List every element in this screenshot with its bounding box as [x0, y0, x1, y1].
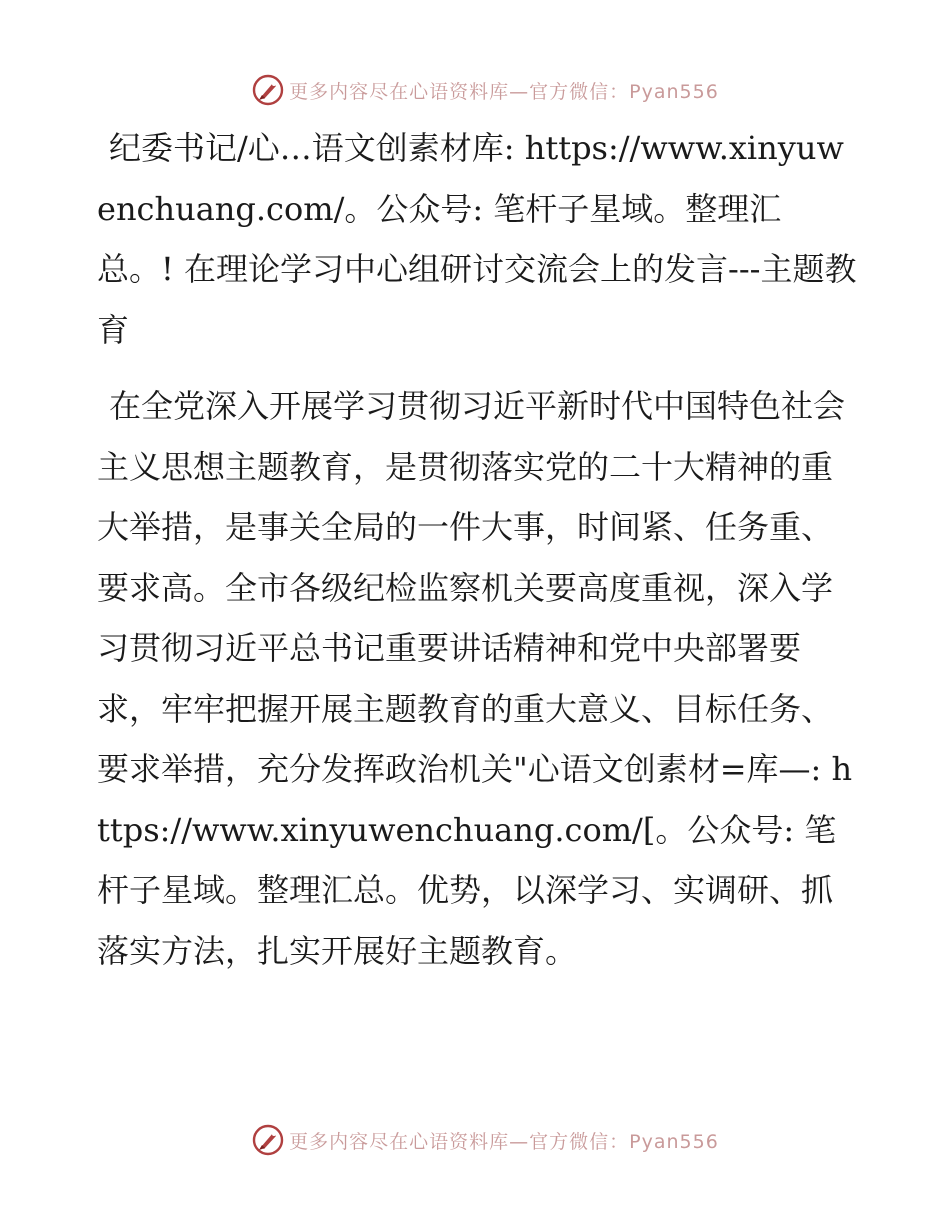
document-body — [97, 118, 857, 981]
header-watermark — [0, 70, 950, 110]
watermark-group — [251, 73, 719, 107]
watermark-text: 更多内容尽在心语资料库—官方微信：Pyan556 — [289, 80, 719, 103]
pen-nib-logo-icon — [251, 1123, 285, 1157]
watermark-text: 更多内容尽在心语资料库—官方微信：Pyan556 — [289, 1130, 719, 1153]
watermark-group — [251, 1123, 719, 1157]
pen-nib-logo-icon — [251, 73, 285, 107]
footer-watermark — [0, 1120, 950, 1160]
paragraph-body: 在全党深入开展学习贯彻习近平新时代中国特色社会主义思想主题教育，是贯彻落实党的二十大精神的重大举措，是事关全局的一件大事，时间紧、任务重、要求高。全市各级纪检监察机关要高度重视，深入学习贯彻习近平总书记重要讲话精神和党中央部署要求，牢牢把握开展主题教育的重大意义、目标任务、要求举措，充分发挥政治机关"心语文创素材=库—: https://www.xinyuwenchuang.com/[。公众号: 笔杆子星域。整理汇总。优势，以深学习、实调研、抓落实方法，扎实开展好主题教育。 — [97, 387, 853, 970]
paragraph-title: 纪委书记/心…语文创素材库: https://www.xinyuwenchuang.com/。公众号: 笔杆子星域。整理汇总。! 在理论学习中心组研讨交流会上的发言---主题教育 — [97, 129, 857, 349]
